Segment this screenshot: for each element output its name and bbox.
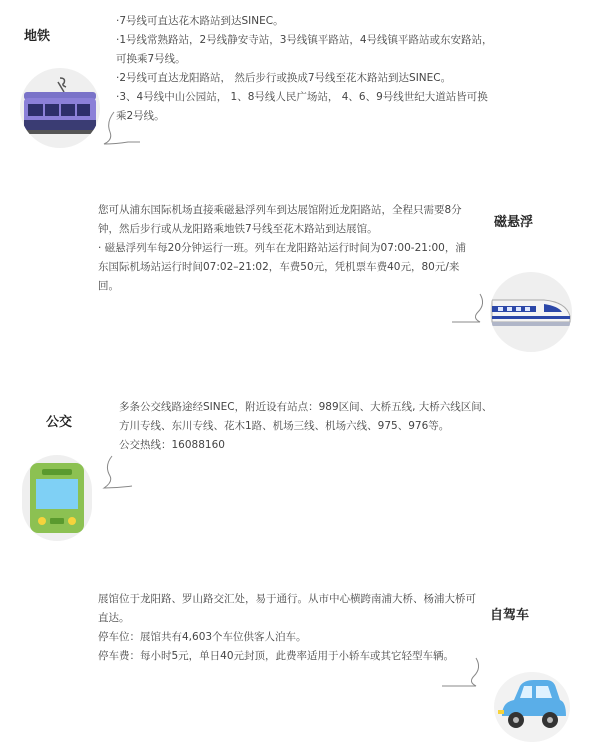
drive-line: 停车费：每小时5元，单日40元封顶，此费率适用于小轿车或其它轻型车辆。 xyxy=(98,650,455,662)
bus-text xyxy=(119,398,497,455)
metro-train-icon xyxy=(20,68,100,148)
maglev-bubble-tail xyxy=(448,292,488,332)
metro-line: ·7号线可直达花木路站到达SINEC。 xyxy=(116,15,284,27)
bus-bubble-tail xyxy=(100,454,136,494)
bus-title: 公交 xyxy=(46,415,73,430)
maglev-text xyxy=(98,201,473,296)
metro-line: ·1号线常熟路站，2号线静安寺站，3号线镇平路站，4号线镇平路站或东安路站， 可换乘7号线。 xyxy=(116,34,493,65)
drive-text xyxy=(98,590,476,666)
bus-icon xyxy=(22,455,92,541)
bus-line: 公交热线：16088160 xyxy=(119,439,225,451)
car-icon xyxy=(494,672,570,742)
metro-line: ·3、4号线中山公园站， 1、8号线人民广场站， 4、6、9号线世纪大道站皆可换乘2号线。 xyxy=(116,91,488,122)
maglev-title: 磁悬浮 xyxy=(494,215,534,230)
drive-line: 停车位：展馆共有4,603个车位供客人泊车。 xyxy=(98,631,307,643)
maglev-line: 您可从浦东国际机场直接乘磁悬浮列车到达展馆附近龙阳路站，全程只需要8分钟，然后步行或从龙阳路乘地铁7号线至花木路站到达展馆。 xyxy=(98,204,462,235)
maglev-train-icon xyxy=(490,272,572,352)
drive-title: 自驾车 xyxy=(490,608,530,623)
metro-title: 地铁 xyxy=(24,29,51,44)
drive-bubble-tail xyxy=(440,656,484,692)
drive-line: 展馆位于龙阳路、罗山路交汇处，易于通行。从市中心横跨南浦大桥、杨浦大桥可直达。 xyxy=(98,593,476,624)
metro-line: ·2号线可直达龙阳路站， 然后步行或换成7号线至花木路站到达SINEC。 xyxy=(116,72,452,84)
metro-text xyxy=(116,12,496,126)
bus-line: 多条公交线路途经SINEC，附近设有站点：989区间、大桥五线, 大桥六线区间、方川专线、东川专线、花木1路、机场三线、机场六线、975、976等。 xyxy=(119,401,493,432)
maglev-line: · 磁悬浮列车每20分钟运行一班。列车在龙阳路站运行时间为07:00-21:00，浦东国际机场站运行时间07:02–21:02，车费50元，凭机票车费40元，80元/来回。 xyxy=(98,242,466,292)
